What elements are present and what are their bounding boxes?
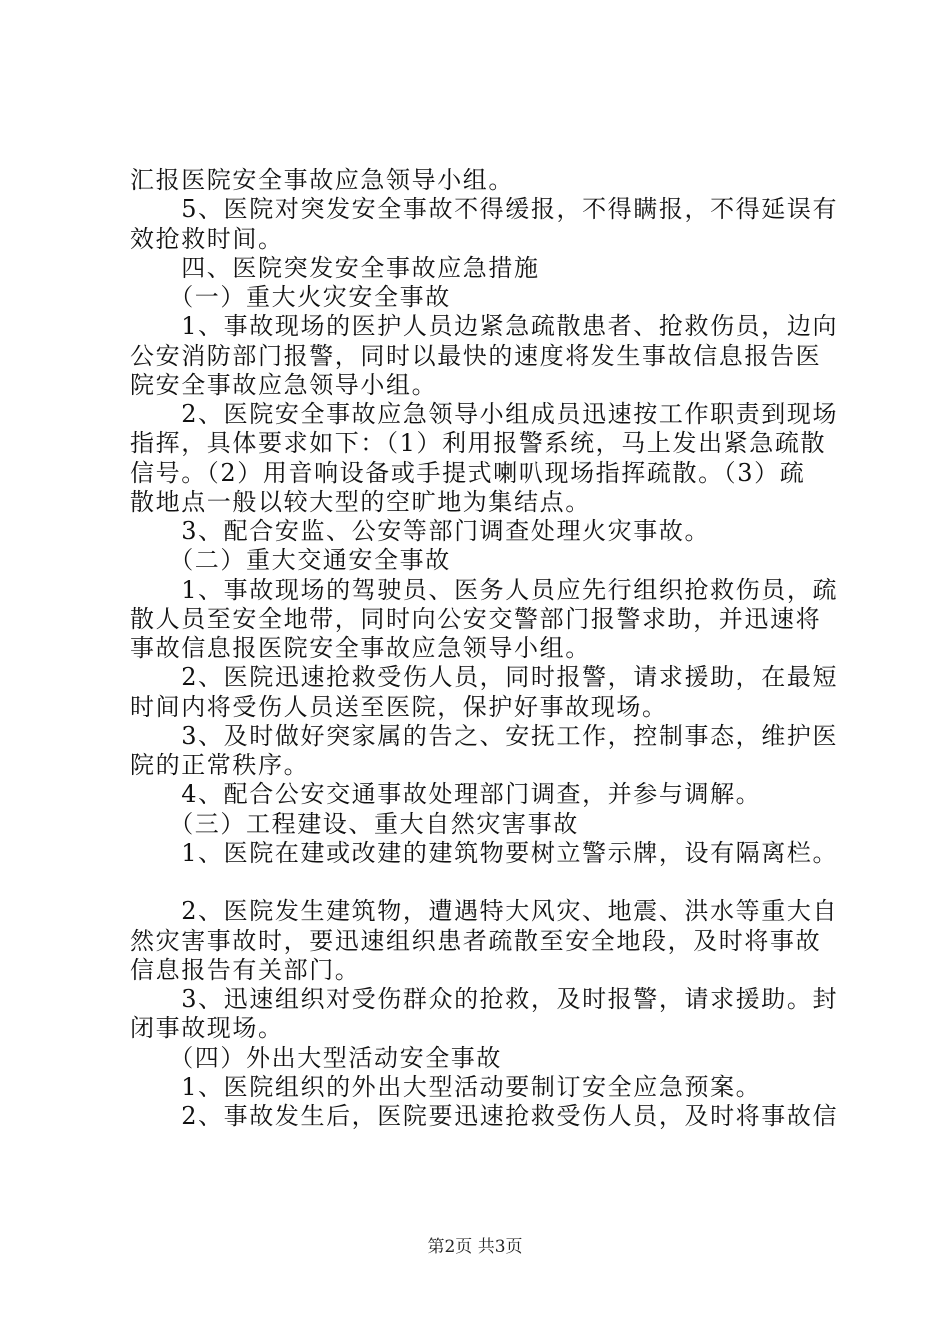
- text-line: 效抢救时间。: [130, 224, 284, 253]
- text-line: 散人员至安全地带，同时向公安交警部门报警求助，并迅速将: [130, 604, 822, 633]
- document-body: [130, 166, 839, 1131]
- text-line: 闭事故现场。: [130, 1014, 284, 1043]
- text-line: 2、医院安全事故应急领导小组成员迅速按工作职责到现场: [130, 400, 839, 428]
- subsection-heading: （三）工程建设、重大自然灾害事故: [130, 809, 579, 838]
- text-line: 3、配合安监、公安等部门调查处理火灾事故。: [130, 517, 711, 545]
- subsection-heading: （一）重大火灾安全事故: [130, 283, 451, 311]
- subsection-heading: （四）外出大型活动安全事故: [130, 1043, 502, 1072]
- text-line: 信号。（2）用音响设备或手提式喇叭现场指挥疏散。（3）疏: [130, 458, 806, 487]
- text-line: 2、医院发生建筑物，遭遇特大风灾、地震、洪水等重大自: [130, 897, 839, 926]
- text-line: 指挥，具体要求如下：（1）利用报警系统，马上发出紧急疏散: [130, 429, 827, 458]
- text-line: 5、医院对突发安全事故不得缓报，不得瞒报，不得延误有: [130, 195, 839, 224]
- text-line: 1、事故现场的医护人员边紧急疏散患者、抢救伤员，边向: [130, 312, 839, 341]
- text-line: 2、事故发生后，医院要迅速抢救受伤人员，及时将事故信: [130, 1102, 839, 1130]
- text-line: 信息报告有关部门。: [130, 955, 361, 984]
- text-line: 院安全事故应急领导小组。: [130, 370, 438, 399]
- text-line: 3、及时做好突家属的告之、安抚工作，控制事态，维护医: [130, 721, 839, 750]
- text-line: 公安消防部门报警，同时以最快的速度将发生事故信息报告医: [130, 341, 822, 370]
- text-line: 事故信息报医院安全事故应急领导小组。: [130, 634, 591, 662]
- section-heading: 四、医院突发安全事故应急措施: [130, 253, 540, 282]
- blank-line: [130, 868, 830, 897]
- subsection-heading: （二）重大交通安全事故: [130, 546, 451, 575]
- text-line: 散地点一般以较大型的空旷地为集结点。: [130, 487, 591, 516]
- text-line: 时间内将受伤人员送至医院，保护好事故现场。: [130, 692, 668, 721]
- text-line: 4、配合公安交通事故处理部门调查，并参与调解。: [130, 780, 762, 809]
- text-line: 然灾害事故时，要迅速组织患者疏散至安全地段，及时将事故: [130, 926, 822, 955]
- text-line: 汇报医院安全事故应急领导小组。: [130, 166, 514, 194]
- text-line: 院的正常秩序。: [130, 751, 310, 779]
- text-line: 1、事故现场的驾驶员、医务人员应先行组织抢救伤员，疏: [130, 575, 839, 604]
- text-line: 1、医院在建或改建的建筑物要树立警示牌，设有隔离栏。: [130, 838, 839, 867]
- text-line: 2、医院迅速抢救受伤人员，同时报警，请求援助，在最短: [130, 663, 839, 692]
- page-number-footer: 第2页 共3页: [427, 1237, 523, 1257]
- text-line: 3、迅速组织对受伤群众的抢救，及时报警，请求援助。封: [130, 985, 839, 1013]
- text-line: 1、医院组织的外出大型活动要制订安全应急预案。: [130, 1072, 762, 1101]
